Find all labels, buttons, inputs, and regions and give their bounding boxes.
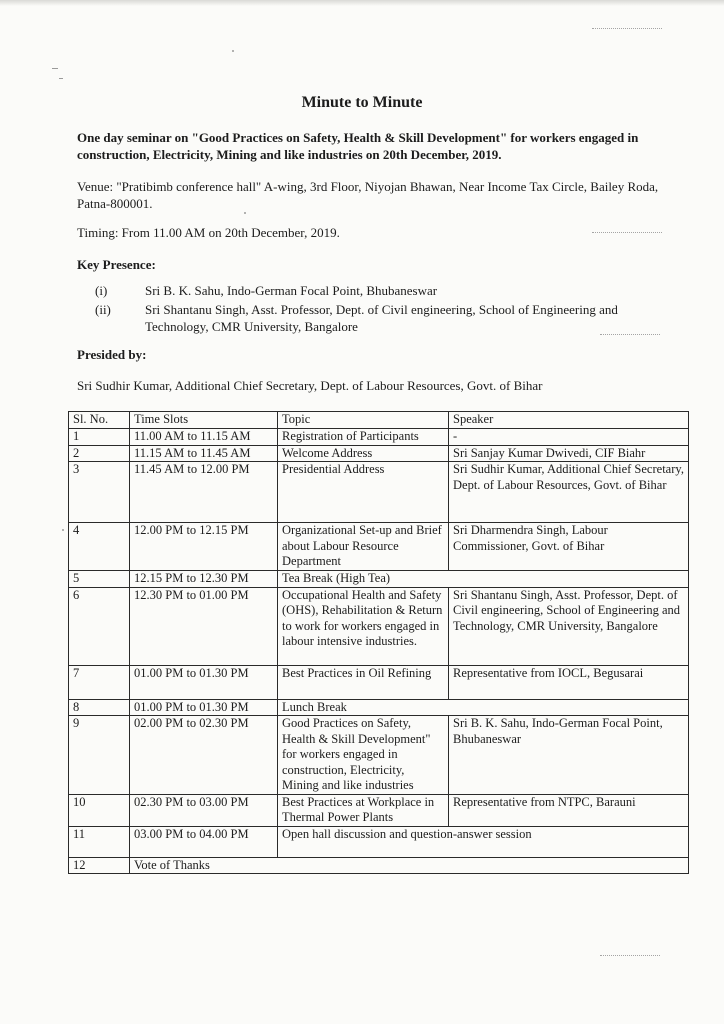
- table-header-row: [69, 412, 689, 429]
- cell-sl-no: 2: [69, 445, 130, 462]
- cell-time: 12.30 PM to 01.00 PM: [130, 587, 278, 665]
- scan-artifact: [62, 529, 64, 531]
- cell-time: 12.00 PM to 12.15 PM: [130, 523, 278, 571]
- cell-break: Lunch Break: [278, 699, 689, 716]
- cell-topic: Open hall discussion and question-answer session: [278, 826, 689, 857]
- scan-artifact: [592, 28, 662, 30]
- cell-time: 02.30 PM to 03.00 PM: [130, 794, 278, 826]
- cell-topic: Presidential Address: [278, 462, 449, 523]
- schedule-table: [68, 411, 689, 874]
- timing-text: Timing: From 11.00 AM on 20th December, 2019.: [77, 225, 340, 240]
- table-row: [69, 794, 689, 826]
- cell-break: Tea Break (High Tea): [278, 571, 689, 588]
- page-title: Minute to Minute: [301, 94, 423, 111]
- cell-topic: Occupational Health and Safety (OHS), Rehabilitation & Return to work for workers engaged in labour intensive industries.: [278, 587, 449, 665]
- table-row: [69, 571, 689, 588]
- header-speaker: Speaker: [449, 412, 689, 429]
- header-sl-no: Sl. No.: [69, 412, 130, 429]
- cell-time: 03.00 PM to 04.00 PM: [130, 826, 278, 857]
- scan-top-edge: [0, 0, 724, 6]
- cell-time: 11.00 AM to 11.15 AM: [130, 429, 278, 446]
- header-time-slots: Time Slots: [130, 412, 278, 429]
- key-presence-number: (ii): [95, 302, 111, 317]
- table-row: [69, 665, 689, 699]
- header-topic: Topic: [278, 412, 449, 429]
- cell-sl-no: 11: [69, 826, 130, 857]
- scan-artifact: [244, 212, 246, 214]
- scan-artifact: [52, 68, 58, 69]
- table-row: [69, 826, 689, 857]
- scan-artifact: [59, 78, 63, 79]
- key-presence-heading: Key Presence:: [77, 257, 156, 272]
- cell-sl-no: 3: [69, 462, 130, 523]
- table-row: [69, 429, 689, 446]
- cell-sl-no: 5: [69, 571, 130, 588]
- table-row: [69, 445, 689, 462]
- table-row: [69, 462, 689, 523]
- cell-time: 12.15 PM to 12.30 PM: [130, 571, 278, 588]
- cell-speaker: Sri Shantanu Singh, Asst. Professor, Dept. of Civil engineering, School of Engineering and Technology, CMR University, Bangalore: [449, 587, 689, 665]
- cell-sl-no: 6: [69, 587, 130, 665]
- table-row: [69, 857, 689, 874]
- key-presence-item: [95, 301, 665, 335]
- cell-sl-no: 7: [69, 665, 130, 699]
- cell-sl-no: 4: [69, 523, 130, 571]
- cell-speaker: Sri Dharmendra Singh, Labour Commissioner, Govt. of Bihar: [449, 523, 689, 571]
- cell-topic: Good Practices on Safety, Health & Skill Development" for workers engaged in construction, Electricity, Mining and like industries: [278, 716, 449, 795]
- presided-by-text: Sri Sudhir Kumar, Additional Chief Secretary, Dept. of Labour Resources, Govt. of Bihar: [77, 378, 543, 393]
- cell-speaker: Representative from IOCL, Begusarai: [449, 665, 689, 699]
- cell-time: 11.45 AM to 12.00 PM: [130, 462, 278, 523]
- cell-topic: Best Practices in Oil Refining: [278, 665, 449, 699]
- key-presence-list: [95, 282, 665, 335]
- cell-topic: Registration of Participants: [278, 429, 449, 446]
- scan-artifact: [232, 50, 234, 52]
- cell-sl-no: 10: [69, 794, 130, 826]
- venue-text: Venue: "Pratibimb conference hall" A-wing, 3rd Floor, Niyojan Bhawan, Near Income Tax Circle, Bailey Roda, Patna-800001.: [77, 179, 659, 211]
- key-presence-text: Sri B. K. Sahu, Indo-German Focal Point, Bhubaneswar: [145, 283, 438, 298]
- cell-speaker: Representative from NTPC, Barauni: [449, 794, 689, 826]
- cell-speaker: Sri Sudhir Kumar, Additional Chief Secretary, Dept. of Labour Resources, Govt. of Bihar: [449, 462, 689, 523]
- cell-time: 01.00 PM to 01.30 PM: [130, 699, 278, 716]
- scan-artifact: [600, 955, 660, 957]
- cell-speaker: Sri Sanjay Kumar Dwivedi, CIF Biahr: [449, 445, 689, 462]
- cell-sl-no: 1: [69, 429, 130, 446]
- seminar-heading: One day seminar on "Good Practices on Safety, Health & Skill Development" for workers engaged in construction, Electricity, Mining and like industries on 20th December, 2019.: [77, 130, 639, 162]
- cell-sl-no: 8: [69, 699, 130, 716]
- key-presence-item: [95, 282, 665, 299]
- cell-topic: Welcome Address: [278, 445, 449, 462]
- table-row: [69, 699, 689, 716]
- cell-sl-no: 9: [69, 716, 130, 795]
- key-presence-text: Sri Shantanu Singh, Asst. Professor, Dept. of Civil engineering, School of Engineering and Technology, CMR University, Bangalore: [145, 302, 618, 334]
- key-presence-number: (i): [95, 283, 108, 298]
- table-row: [69, 587, 689, 665]
- cell-speaker: -: [449, 429, 689, 446]
- cell-speaker: Sri B. K. Sahu, Indo-German Focal Point, Bhubaneswar: [449, 716, 689, 795]
- cell-topic: Organizational Set-up and Brief about Labour Resource Department: [278, 523, 449, 571]
- cell-time: 02.00 PM to 02.30 PM: [130, 716, 278, 795]
- cell-time: 01.00 PM to 01.30 PM: [130, 665, 278, 699]
- cell-topic: Best Practices at Workplace in Thermal Power Plants: [278, 794, 449, 826]
- cell-sl-no: 12: [69, 857, 130, 874]
- table-row: [69, 716, 689, 795]
- table-row: [69, 523, 689, 571]
- presided-by-heading: Presided by:: [77, 347, 147, 362]
- cell-time: 11.15 AM to 11.45 AM: [130, 445, 278, 462]
- cell-vote-of-thanks: Vote of Thanks: [130, 857, 689, 874]
